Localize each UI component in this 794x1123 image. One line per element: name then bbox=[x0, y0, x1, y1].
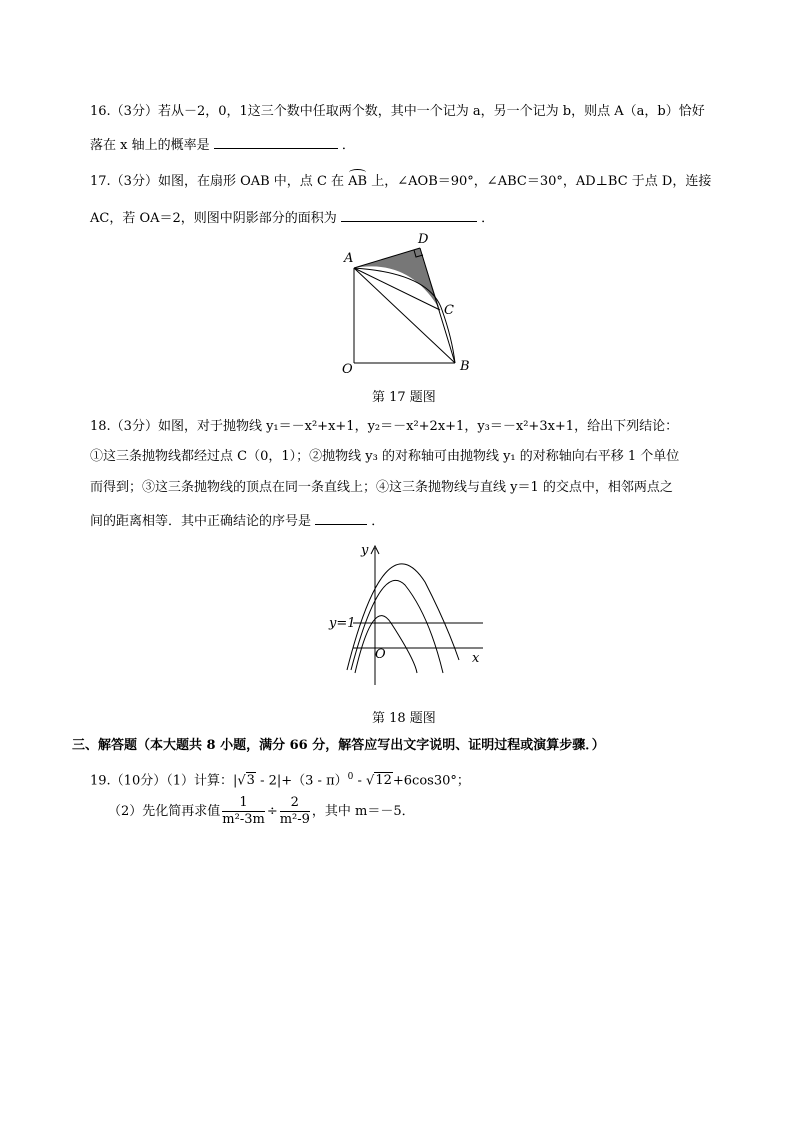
q19-mid: - 2|+（3 - π） bbox=[255, 773, 348, 789]
q18-period: ． bbox=[371, 514, 385, 529]
q18-line2: ①这三条抛物线都经过点 C（0，1）；②抛物线 y₃ 的对称轴可由抛物线 y₁ 的对称轴向右平移 1 个单位 bbox=[90, 449, 680, 464]
q17-text-a: 17.（3分）如图，在扇形 OAB 中，点 C 在 bbox=[90, 174, 345, 189]
q19-frac1-num: 1 bbox=[222, 795, 265, 812]
q19-frac2-num: 2 bbox=[280, 795, 310, 812]
q18-caption: 第 18 题图 bbox=[372, 711, 436, 726]
q19-frac2-den: m²-9 bbox=[279, 812, 310, 827]
q19-sqrt12: 12 bbox=[375, 773, 392, 789]
q19-fraction-1 bbox=[222, 795, 265, 828]
q18-label-y-equals-1: y=1 bbox=[329, 616, 356, 631]
q17-line1 bbox=[90, 173, 711, 191]
q18-parabola-y1 bbox=[355, 616, 417, 673]
section-title: 三、解答题（本大题共 8 小题，满分 66 分，解答应写出文字说明、证明过程或演算步骤．） bbox=[72, 738, 605, 753]
q18-line4 bbox=[90, 510, 384, 531]
q17-answer-blank[interactable] bbox=[341, 207, 477, 222]
q18-line3: 而得到；③这三条抛物线的顶点在同一条直线上；④这三条抛物线与直线 y＝1 的交点中，相邻两点之 bbox=[90, 480, 673, 495]
q18-figure bbox=[325, 540, 495, 690]
q18-label-x: x bbox=[472, 651, 480, 666]
q17-period: ． bbox=[481, 211, 495, 226]
q17-label-o: O bbox=[342, 362, 353, 377]
q17-label-d: D bbox=[418, 232, 429, 247]
q19-divide: ÷ bbox=[266, 804, 278, 819]
q19-minus: - bbox=[353, 773, 367, 789]
q19-sqrt3: 3 bbox=[246, 773, 255, 789]
q17-segment-ab bbox=[354, 268, 455, 363]
q17-label-a: A bbox=[344, 251, 354, 266]
q19-end: +6cos30°； bbox=[392, 773, 470, 789]
q18-line1: 18.（3分）如图，对于抛物线 y₁＝－x²+x+1，y₂＝－x²+2x+1，y₃＝－x²+3x+1，给出下列结论： bbox=[90, 419, 679, 434]
q19-exponent: 0 bbox=[347, 772, 354, 782]
q16-answer-blank[interactable] bbox=[214, 134, 338, 149]
q18-label-o: O bbox=[375, 647, 386, 662]
q19-fraction-2 bbox=[280, 795, 310, 828]
q18-parabola-y2 bbox=[351, 580, 443, 673]
q19-part2-prefix: （2）先化简再求值 bbox=[108, 804, 221, 819]
q17-label-b: B bbox=[460, 359, 470, 374]
q17-text-c: AC，若 OA＝2，则图中阴影部分的面积为 bbox=[90, 211, 337, 226]
q17-text-b: 上，∠AOB＝90°，∠ABC＝30°，AD⊥BC 于点 D，连接 bbox=[371, 174, 712, 189]
q17-shaded-region bbox=[354, 248, 440, 310]
q16-period: ． bbox=[341, 138, 355, 153]
q17-line2 bbox=[90, 207, 494, 228]
q16-text: 落在 x 轴上的概率是 bbox=[90, 138, 210, 153]
q19-frac1-den: m²-3m bbox=[222, 812, 265, 827]
q17-arc-label: AB bbox=[348, 174, 368, 189]
q19-part2-end: ，其中 m＝－5． bbox=[311, 804, 415, 819]
q16-line2 bbox=[90, 134, 355, 155]
q19-part2 bbox=[108, 795, 415, 828]
q17-label-c: C bbox=[444, 303, 454, 318]
q18-parabola-y3 bbox=[347, 564, 459, 670]
q18-text: 间的距离相等．其中正确结论的序号是 bbox=[90, 514, 312, 529]
q17-figure bbox=[330, 228, 480, 378]
q19-prefix: 19.（10分）（1）计算：| bbox=[90, 773, 238, 789]
q18-label-y: y bbox=[361, 543, 369, 558]
q19-part1: 19.（10分）（1）计算：|√3 - 2|+（3 - π）$^0$ - √12+6cos30°； bbox=[90, 772, 470, 789]
q17-caption: 第 17 题图 bbox=[372, 390, 436, 405]
q18-answer-blank[interactable] bbox=[315, 510, 367, 525]
q16-line1: 16.（3分）若从－2，0，1这三个数中任取两个数，其中一个记为 a，另一个记为 b，则点 A（a，b）恰好 bbox=[90, 104, 705, 119]
